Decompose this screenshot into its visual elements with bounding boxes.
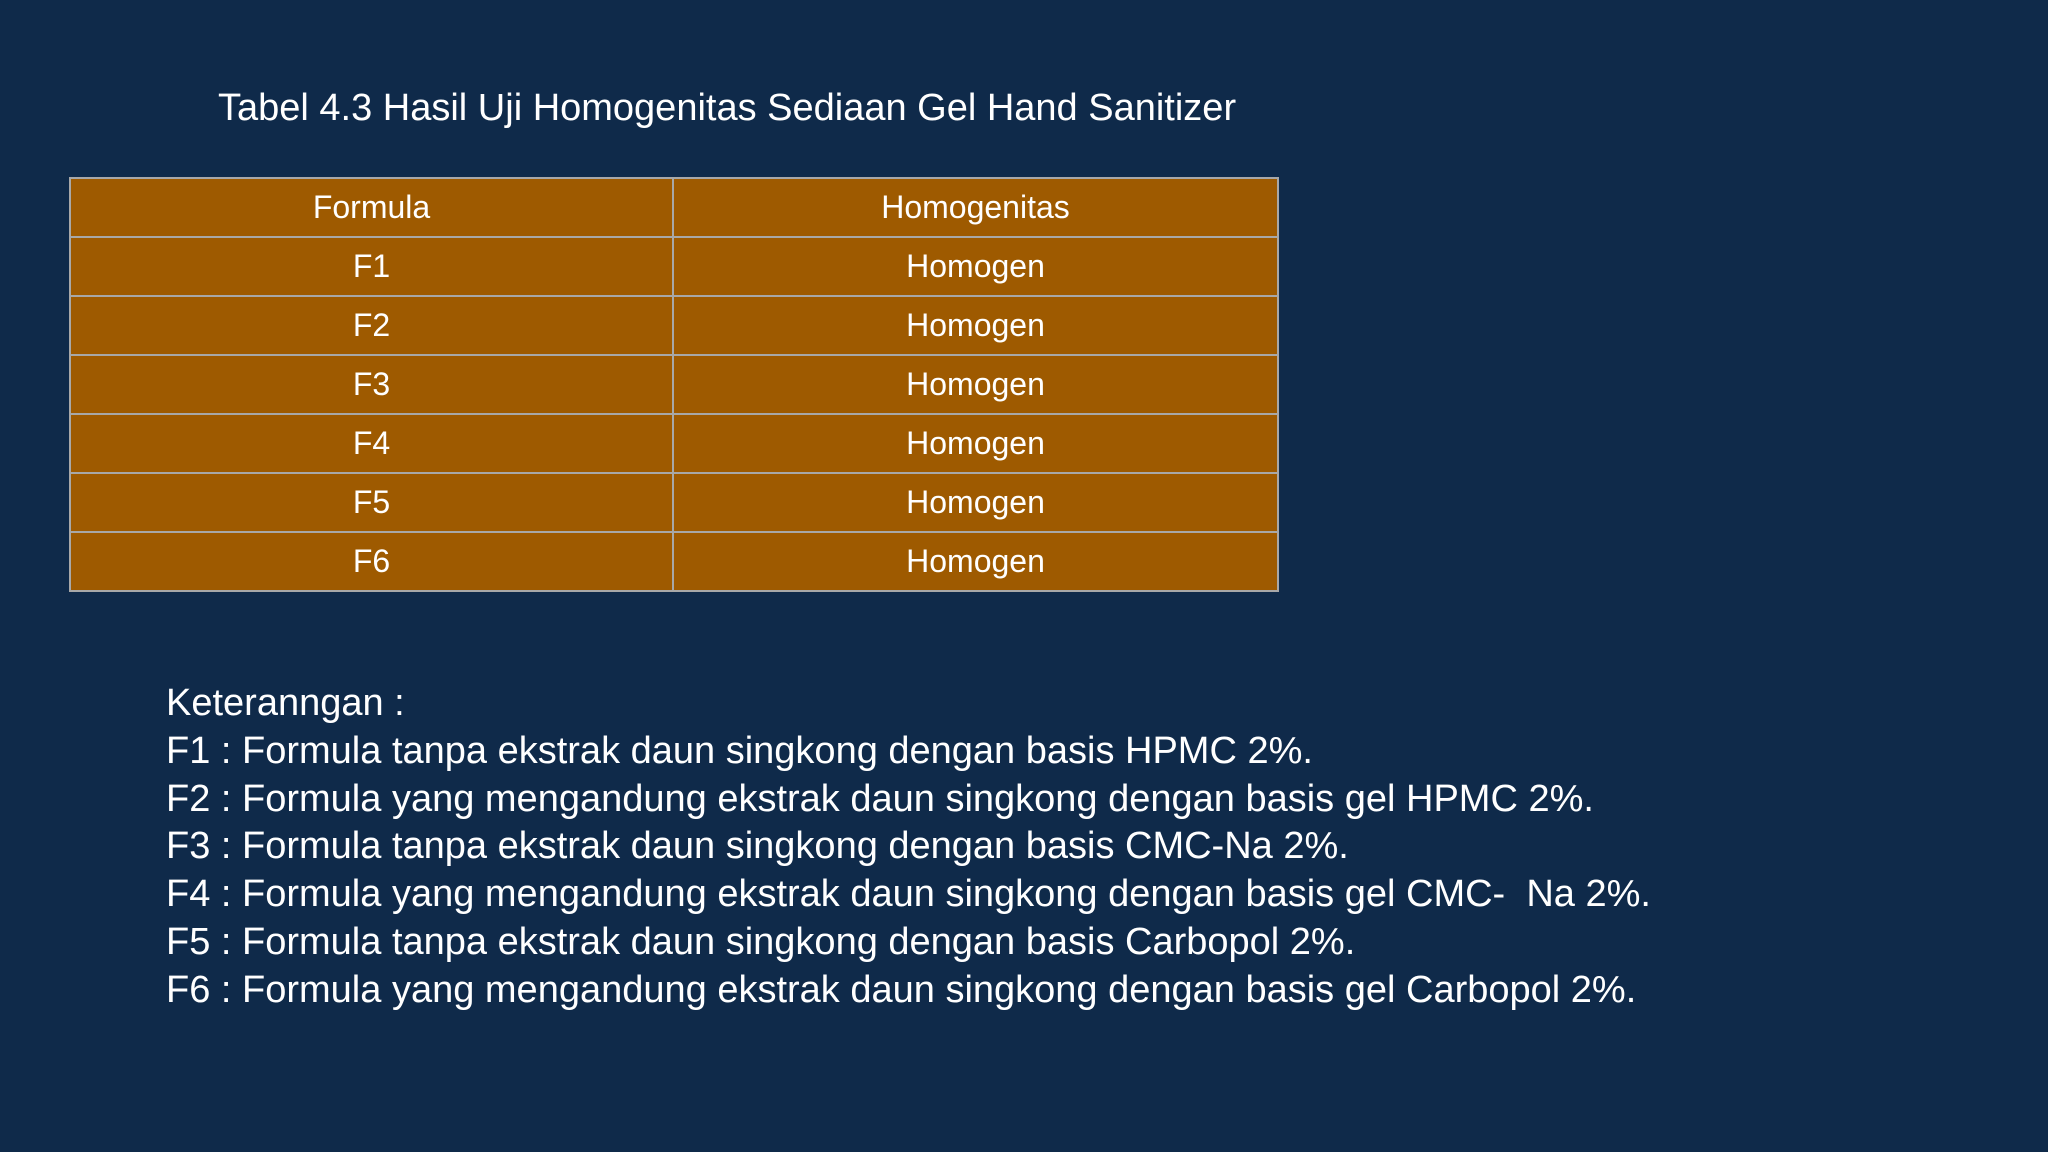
note-line-f6: F6 : Formula yang mengandung ekstrak daun singkong dengan basis gel Carbopol 2%. — [166, 968, 1637, 1011]
table-row — [70, 473, 1278, 532]
homogeneity-table — [69, 177, 1279, 592]
cell-homogenitas: Homogen — [673, 237, 1278, 296]
note-line-f1: F1 : Formula tanpa ekstrak daun singkong dengan basis HPMC 2%. — [166, 729, 1313, 772]
column-header-formula: Formula — [70, 178, 673, 237]
notes-heading: Keteranngan : — [166, 682, 405, 724]
note-line-f5: F5 : Formula tanpa ekstrak daun singkong dengan basis Carbopol 2%. — [166, 920, 1356, 963]
cell-formula: F4 — [70, 414, 673, 473]
table-row — [70, 414, 1278, 473]
cell-homogenitas: Homogen — [673, 355, 1278, 414]
cell-formula: F3 — [70, 355, 673, 414]
table-header-row — [70, 178, 1278, 237]
table-row — [70, 237, 1278, 296]
note-line-f4: F4 : Formula yang mengandung ekstrak daun singkong dengan basis gel CMC- Na 2%. — [166, 873, 1651, 916]
cell-homogenitas: Homogen — [673, 532, 1278, 591]
note-line-f2: F2 : Formula yang mengandung ekstrak daun singkong dengan basis gel HPMC 2%. — [166, 777, 1594, 820]
cell-homogenitas: Homogen — [673, 296, 1278, 355]
table-row — [70, 355, 1278, 414]
cell-homogenitas: Homogen — [673, 414, 1278, 473]
cell-formula: F2 — [70, 296, 673, 355]
notes-section — [166, 680, 1651, 1015]
note-line-f3: F3 : Formula tanpa ekstrak daun singkong dengan basis CMC-Na 2%. — [166, 825, 1349, 868]
column-header-homogenitas: Homogenitas — [673, 178, 1278, 237]
cell-formula: F1 — [70, 237, 673, 296]
cell-homogenitas: Homogen — [673, 473, 1278, 532]
table-title: Tabel 4.3 Hasil Uji Homogenitas Sediaan Gel Hand Sanitizer — [218, 87, 1237, 129]
table-row — [70, 532, 1278, 591]
table-row — [70, 296, 1278, 355]
cell-formula: F5 — [70, 473, 673, 532]
cell-formula: F6 — [70, 532, 673, 591]
